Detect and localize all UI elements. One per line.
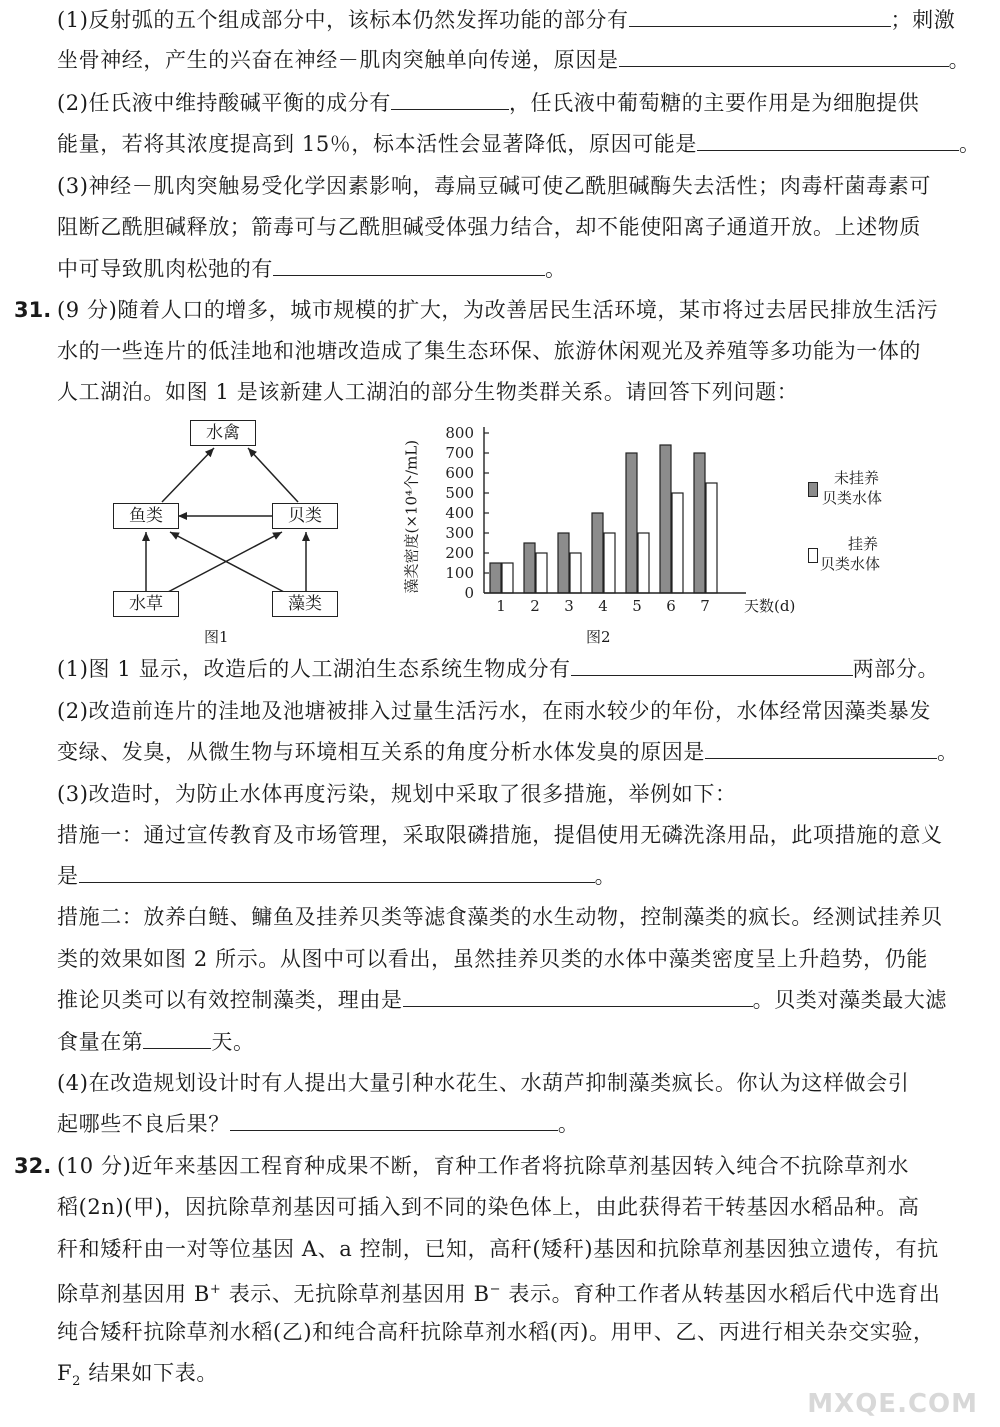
period: 。 [545,257,567,281]
q31-sub4-text-b: 起哪些不良后果？ [57,1112,230,1136]
bar-unhung-day-4 [592,513,603,593]
q31-sub2-text-b: 变绿、发臭，从微生物与环境相互关系的角度分析水体发臭的原因是 [57,740,705,764]
answer-blank[interactable] [571,655,853,676]
q30-part2-text: (2)任氏液中维持酸碱平衡的成分有 [57,91,391,115]
q31-sub3-line6 [57,986,986,1014]
answer-blank[interactable] [619,46,949,67]
q30-part3-line1 [57,172,986,200]
q30-part1-line1 [57,6,986,34]
q31-sub1-text: (1)图 1 显示，改造后的人工湖泊生态系统生物成分有 [57,657,571,681]
q32-text: (10 分)近年来基因工程育种成果不断，育种工作者将抗除草剂基因转入纯合不抗除草剂水 [57,1154,909,1178]
q32-text: F [57,1361,73,1385]
q31-sub2-line1 [57,697,986,725]
subscript-2: 2 [72,1374,82,1390]
y-tick-label: 800 [445,424,474,442]
answer-blank[interactable] [629,6,891,27]
x-tick-label: 3 [564,597,574,615]
q30-part3-text-b: 阻断乙酰胆碱释放；箭毒可与乙酰胆碱受体强力结合，却不能使阳离子通道开放。上述物质 [57,215,921,239]
superscript-plus: + [209,1282,222,1297]
q31-sub1 [57,655,986,683]
q31-sub3-measure1-b: 是 [57,864,79,888]
y-axis-label: 藻类密度(×10⁴个/mL) [402,439,421,594]
period: 。 [959,132,981,156]
q30-part3-line3 [57,255,986,283]
q30-part2-line2 [57,130,986,158]
q31-sub3-measure2-c: 推论贝类可以有效控制藻类，理由是 [57,988,403,1012]
q31-sub3-measure2-d: 。贝类对藻类最大滤 [752,988,948,1012]
q31-sub3-line3 [57,862,986,890]
legend-text-unhung-2: 贝类水体 [822,489,883,507]
q31-sub4-line1 [57,1069,986,1097]
answer-blank[interactable] [705,738,937,759]
y-tick-label: 0 [464,584,474,602]
q31-sub2-line2 [57,738,986,766]
period: 。 [557,1112,580,1136]
bar-hung-day-3 [570,553,581,593]
bar-hung-day-4 [604,533,615,593]
q32-text: 表示、无抗除草剂基因用 B [221,1282,490,1306]
q30-part1-text-end: ；刺激 [890,8,956,32]
q30-part3-text: (3)神经－肌肉突触易受化学因素影响，毒扁豆碱可使乙酰胆碱酶失去活性；肉毒杆菌毒素可 [57,174,931,198]
q30-part2-line1 [57,89,986,117]
bar-unhung-day-1 [490,563,501,593]
q31-sub3-measure2: 措施二：放养白鲢、鳙鱼及挂养贝类等滤食藻类的水生动物，控制藻类的疯长。经测试挂养贝 [57,905,943,929]
node-waterfowl: 水禽 [190,420,256,446]
arrow-fish-to-waterfowl [162,448,214,502]
x-tick-label: 5 [632,597,642,615]
x-axis-label: 天数(d) [744,597,796,615]
q32-line2 [57,1193,986,1221]
q30-part1-text-b: 坐骨神经，产生的兴奋在神经－肌肉突触单向传递，原因是 [57,48,619,72]
q30-part2-text-b: 能量，若将其浓度提高到 15％，标本活性会显著降低，原因可能是 [57,132,697,156]
answer-blank[interactable] [230,1110,558,1131]
q31-intro-line1 [57,296,986,324]
q31-sub1-text-end: 两部分。 [852,657,940,681]
arrow-algae-to-fish [170,532,284,592]
superscript-minus: − [489,1282,502,1297]
y-tick-label: 100 [445,564,474,582]
bar-unhung-day-2 [524,543,535,593]
q31-intro-text: 水的一些连片的低洼地和池塘改造成了集生态环保、旅游休闲观光及养殖等多功能为一体的 [57,339,921,363]
y-tick-label: 200 [445,544,474,562]
y-tick-label: 400 [445,504,474,522]
arrow-waterweed-to-shellfish [168,532,282,592]
q30-part3-text-c: 中可导致肌肉松弛的有 [57,257,273,281]
x-tick-label: 6 [666,597,676,615]
y-tick-label: 600 [445,464,474,482]
q32-line4 [57,1276,986,1308]
period: 。 [594,864,617,888]
x-tick-label: 7 [700,597,710,615]
bar-unhung-day-3 [558,533,569,593]
q31-intro-line2 [57,337,986,365]
q32-line3 [57,1235,986,1263]
q32-text: 稻(2n)(甲)，因抗除草剂基因可插入到不同的染色体上，由此获得若干转基因水稻品种。高 [57,1195,920,1219]
q31-sub3-line1 [57,780,986,808]
q32-text: 表示。育种工作者从转基因水稻后代中选育出 [501,1282,941,1306]
q31-intro-text: (9 分)随着人口的增多，城市规模的扩大，为改善居民生活环境，某市将过去居民排放生活污 [57,298,939,322]
q32-text: 结果如下表。 [81,1361,218,1385]
legend-text-unhung-1: 未挂养 [834,469,880,487]
q30-part1-line2 [57,46,986,74]
bar-hung-day-1 [502,563,513,593]
q31-sub3-measure2-b: 类的效果如图 2 所示。从图中可以看出，虽然挂养贝类的水体中藻类密度呈上升趋势，仍能 [57,947,928,971]
x-tick-label: 1 [496,597,506,615]
bar-hung-day-2 [536,553,547,593]
answer-blank[interactable] [79,862,595,883]
period: 。 [948,48,971,72]
watermark: MXQE.COM [807,1389,978,1419]
q32-text: 秆和矮秆由一对等位基因 A、a 控制，已知，高秆(矮秆)基因和抗除草剂基因独立遗传，有抗 [57,1237,939,1261]
q31-sub3-measure1: 措施一：通过宣传教育及市场管理，采取限磷措施，提倡使用无磷洗涤用品，此项措施的意义 [57,823,943,847]
bar-unhung-day-5 [626,453,637,593]
legend-item-hung [808,534,918,574]
y-tick-label: 300 [445,524,474,542]
answer-blank[interactable] [403,986,753,1007]
q30-part1-text: (1)反射弧的五个组成部分中，该标本仍然发挥功能的部分有 [57,8,629,32]
q32-text: 除草剂基因用 B [57,1282,210,1306]
x-tick-label: 4 [598,597,608,615]
bar-unhung-day-7 [694,453,705,593]
q31-sub2-text: (2)改造前连片的洼地及池塘被排入过量生活污水，在雨水较少的年份，水体经常因藻类暴发 [57,699,931,723]
answer-blank[interactable] [273,255,545,276]
chart-legend [808,468,918,574]
figure-2-chart [400,418,920,650]
arrow-shellfish-to-waterfowl [248,448,298,502]
period: 。 [937,740,959,764]
bar-hung-day-7 [706,483,717,593]
answer-blank[interactable] [391,89,509,110]
q31-sub3-line2 [57,821,986,849]
q31-sub4-text: (4)在改造规划设计时有人提出大量引种水花生、水葫芦抑制藻类疯长。你认为这样做会引 [57,1071,910,1095]
bar-unhung-day-6 [660,445,671,593]
question-number-31: 31. [14,298,52,322]
legend-text-hung-1: 挂养 [848,535,879,553]
q31-sub3-text: (3)改造时，为防止水体再度污染，规划中采取了很多措施，举例如下： [57,782,737,806]
q32-line1 [57,1152,986,1180]
figure-1-caption: 图1 [204,628,229,646]
legend-swatch-hung [808,548,818,563]
node-algae: 藻类 [272,591,338,617]
question-number-32: 32. [14,1154,52,1178]
q31-sub4-line2 [57,1110,986,1138]
legend-text-hung-2: 贝类水体 [820,555,881,573]
q31-intro-text: 人工湖泊。如图 1 是该新建人工湖泊的部分生物类群关系。请回答下列问题： [57,380,799,404]
q31-sub3-line5 [57,945,986,973]
q31-intro-line3 [57,378,986,406]
node-fish: 鱼类 [113,503,179,529]
figure-1-food-web [100,412,360,652]
y-tick-label: 700 [445,444,474,462]
legend-swatch-unhung [808,482,818,497]
node-waterweed: 水草 [113,591,179,617]
q32-line5 [57,1318,986,1346]
legend-item-unhung [808,468,918,508]
answer-blank[interactable] [143,1028,211,1049]
figure-2-caption: 图2 [586,628,611,646]
q30-part2-text-end: ，任氏液中葡萄糖的主要作用是为细胞提供 [508,91,920,115]
q31-sub3-line7 [57,1028,986,1056]
q30-part3-line2 [57,213,986,241]
x-tick-label: 2 [530,597,540,615]
q32-text: 纯合矮秆抗除草剂水稻(乙)和纯合高秆抗除草剂水稻(丙)。用甲、乙、丙进行相关杂交实验， [57,1320,935,1344]
q31-sub3-line4 [57,903,986,931]
node-shellfish: 贝类 [272,503,338,529]
bar-hung-day-5 [638,533,649,593]
answer-blank[interactable] [697,130,959,151]
q31-sub3-measure2-e: 食量在第 [57,1030,144,1054]
bar-hung-day-6 [672,493,683,593]
y-tick-label: 500 [445,484,474,502]
q31-sub3-measure2-f: 天。 [211,1030,255,1054]
